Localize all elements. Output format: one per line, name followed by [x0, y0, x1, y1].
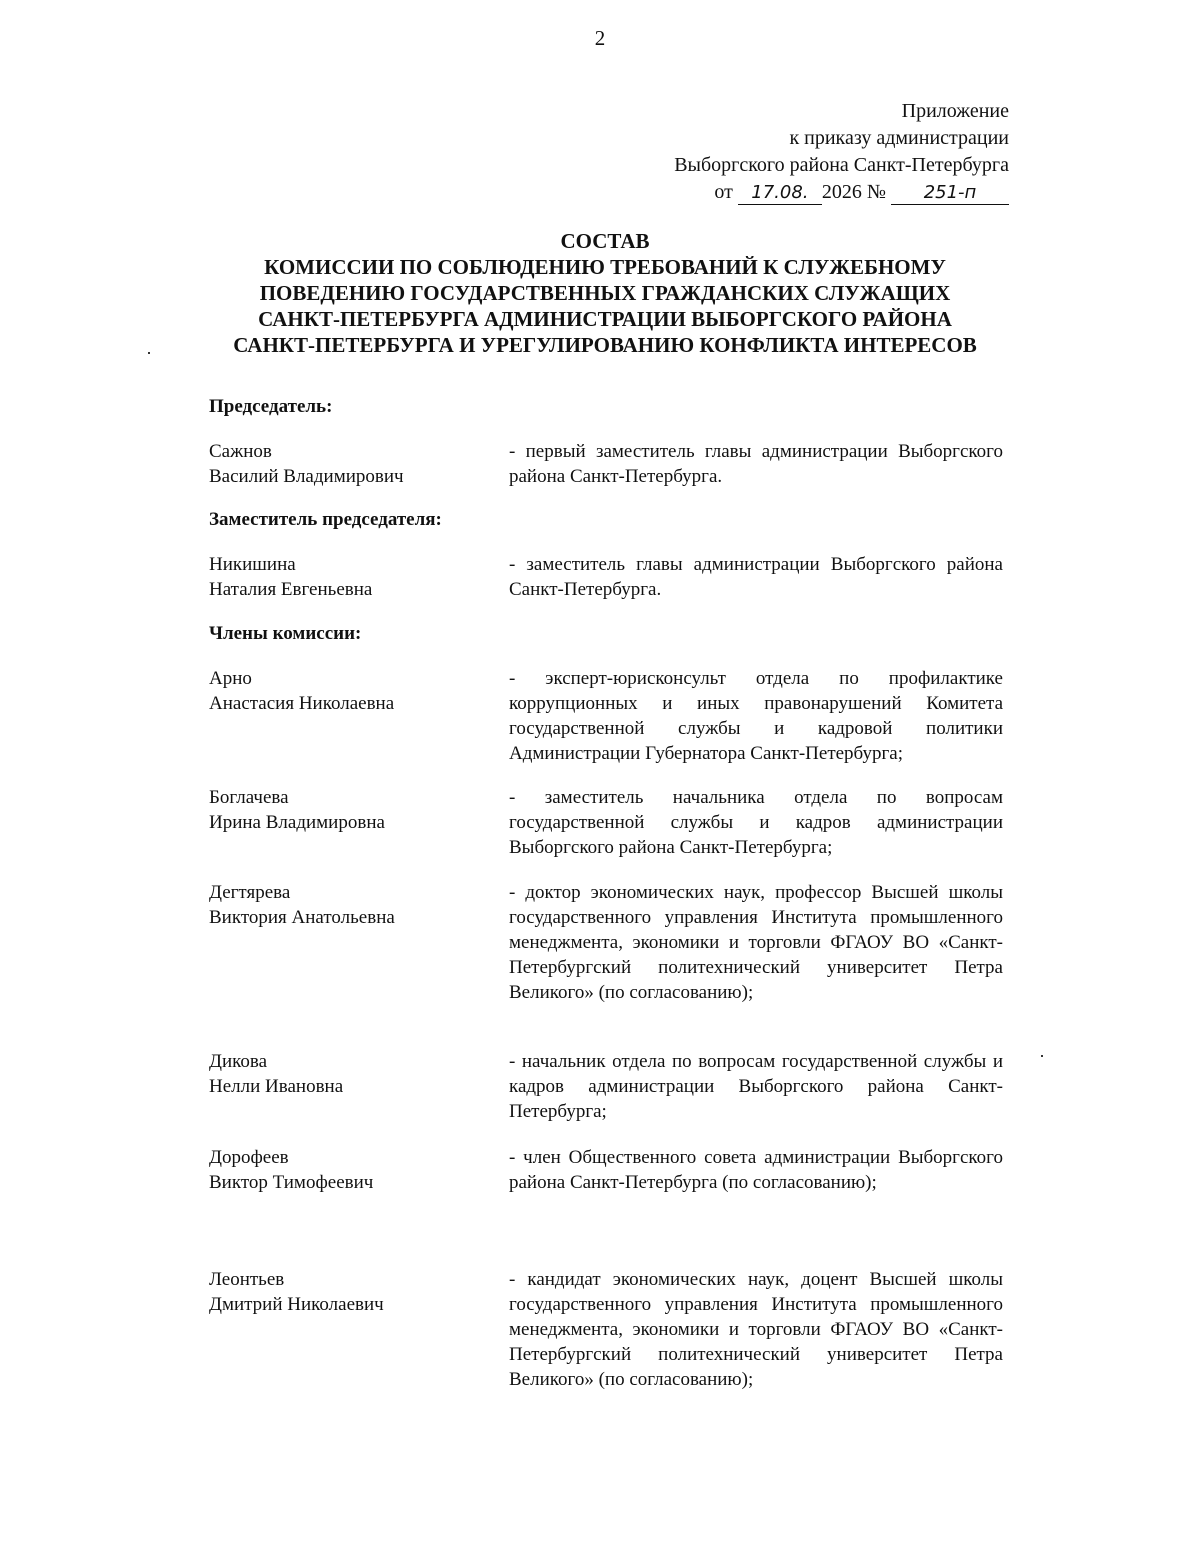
member-role: - кандидат экономических наук, доцент Высшей школы государственного управления Института промышленного менеджмента, экономики и торговли ФГАОУ ВО «Санкт-Петербургский политехнический университет Петра Великого» (по согласованию);: [509, 1269, 1003, 1390]
date-prefix: от: [714, 181, 733, 203]
member-given-name: Ирина Владимировна: [209, 812, 385, 833]
member-name: [209, 666, 394, 716]
member-surname: Арно: [209, 668, 252, 689]
member-given-name: Виктор Тимофеевич: [209, 1172, 374, 1193]
member-name: [209, 552, 372, 602]
handwritten-date: 17.08.: [738, 182, 822, 205]
member-name: [209, 880, 395, 930]
number-sign: №: [866, 181, 886, 203]
member-role: - доктор экономических наук, профессор Высшей школы государственного управления Института промышленного менеджмента, экономики и торговли ФГАОУ ВО «Санкт-Петербургский политехнический университет Петра Великого» (по согласованию);: [509, 882, 1003, 1003]
appendix-line-3: Выборгского района Санкт-Петербурга: [674, 154, 1009, 176]
member-given-name: Дмитрий Николаевич: [209, 1294, 384, 1315]
title-line-4: САНКТ-ПЕТЕРБУРГА АДМИНИСТРАЦИИ ВЫБОРГСКОГО РАЙОНА: [258, 307, 952, 331]
scan-speck: [1041, 1055, 1043, 1057]
member-role: - эксперт-юрисконсульт отдела по профилактике коррупционных и иных правонарушений Комитета государственной службы и кадровой политики Администрации Губернатора Санкт-Петербурга;: [509, 668, 1003, 764]
member-surname: Дикова: [209, 1051, 268, 1072]
appendix-line-1: Приложение: [901, 100, 1009, 122]
member-name: [209, 439, 404, 489]
member-role: - заместитель начальника отдела по вопросам государственной службы и кадров администрации Выборгского района Санкт-Петербурга;: [509, 787, 1003, 858]
member-role: - начальник отдела по вопросам государственной службы и кадров администрации Выборгского района Санкт-Петербурга;: [509, 1051, 1003, 1122]
member-name: [209, 1145, 373, 1195]
page-number: 2: [594, 26, 606, 50]
member-surname: Никишина: [209, 554, 296, 575]
section-members-heading: Члены комиссии:: [209, 623, 362, 644]
appendix-header: [674, 98, 1009, 206]
member-given-name: Василий Владимирович: [209, 466, 404, 487]
member-name: [209, 1267, 384, 1317]
member-surname: Леонтьев: [209, 1269, 285, 1290]
handwritten-number: 251-п: [891, 182, 1009, 205]
year: 2026: [821, 181, 862, 203]
title-line-3: ПОВЕДЕНИЮ ГОСУДАРСТВЕННЫХ ГРАЖДАНСКИХ СЛУЖАЩИХ: [259, 281, 951, 305]
member-name: [209, 1049, 343, 1099]
appendix-date-line: [674, 179, 1009, 206]
member-given-name: Виктория Анатольевна: [209, 907, 395, 928]
section-deputy-heading: Заместитель председателя:: [209, 509, 442, 530]
title-line-1: СОСТАВ: [560, 229, 650, 253]
member-role: - заместитель главы администрации Выборгского района Санкт-Петербурга.: [509, 554, 1003, 600]
member-given-name: Наталия Евгеньевна: [209, 579, 373, 600]
title-line-2: КОМИССИИ ПО СОБЛЮДЕНИЮ ТРЕБОВАНИЙ К СЛУЖЕБНОМУ: [264, 255, 946, 279]
member-surname: Боглачева: [209, 787, 289, 808]
appendix-line-2: к приказу администрации: [789, 127, 1009, 149]
member-surname: Дорофеев: [209, 1147, 289, 1168]
section-chair-heading: Председатель:: [209, 396, 333, 417]
title-line-5: САНКТ-ПЕТЕРБУРГА И УРЕГУЛИРОВАНИЮ КОНФЛИКТА ИНТЕРЕСОВ: [233, 333, 977, 357]
member-surname: Сажнов: [209, 441, 272, 462]
scan-speck: [148, 352, 150, 354]
member-given-name: Анастасия Николаевна: [209, 693, 395, 714]
member-given-name: Нелли Ивановна: [209, 1076, 344, 1097]
member-name: [209, 785, 385, 835]
member-role: - первый заместитель главы администрации Выборгского района Санкт-Петербурга.: [509, 441, 1003, 487]
member-role: - член Общественного совета администрации Выборгского района Санкт-Петербурга (по согласованию);: [509, 1147, 1003, 1193]
member-surname: Дегтярева: [209, 882, 291, 903]
document-title: [180, 228, 1030, 358]
